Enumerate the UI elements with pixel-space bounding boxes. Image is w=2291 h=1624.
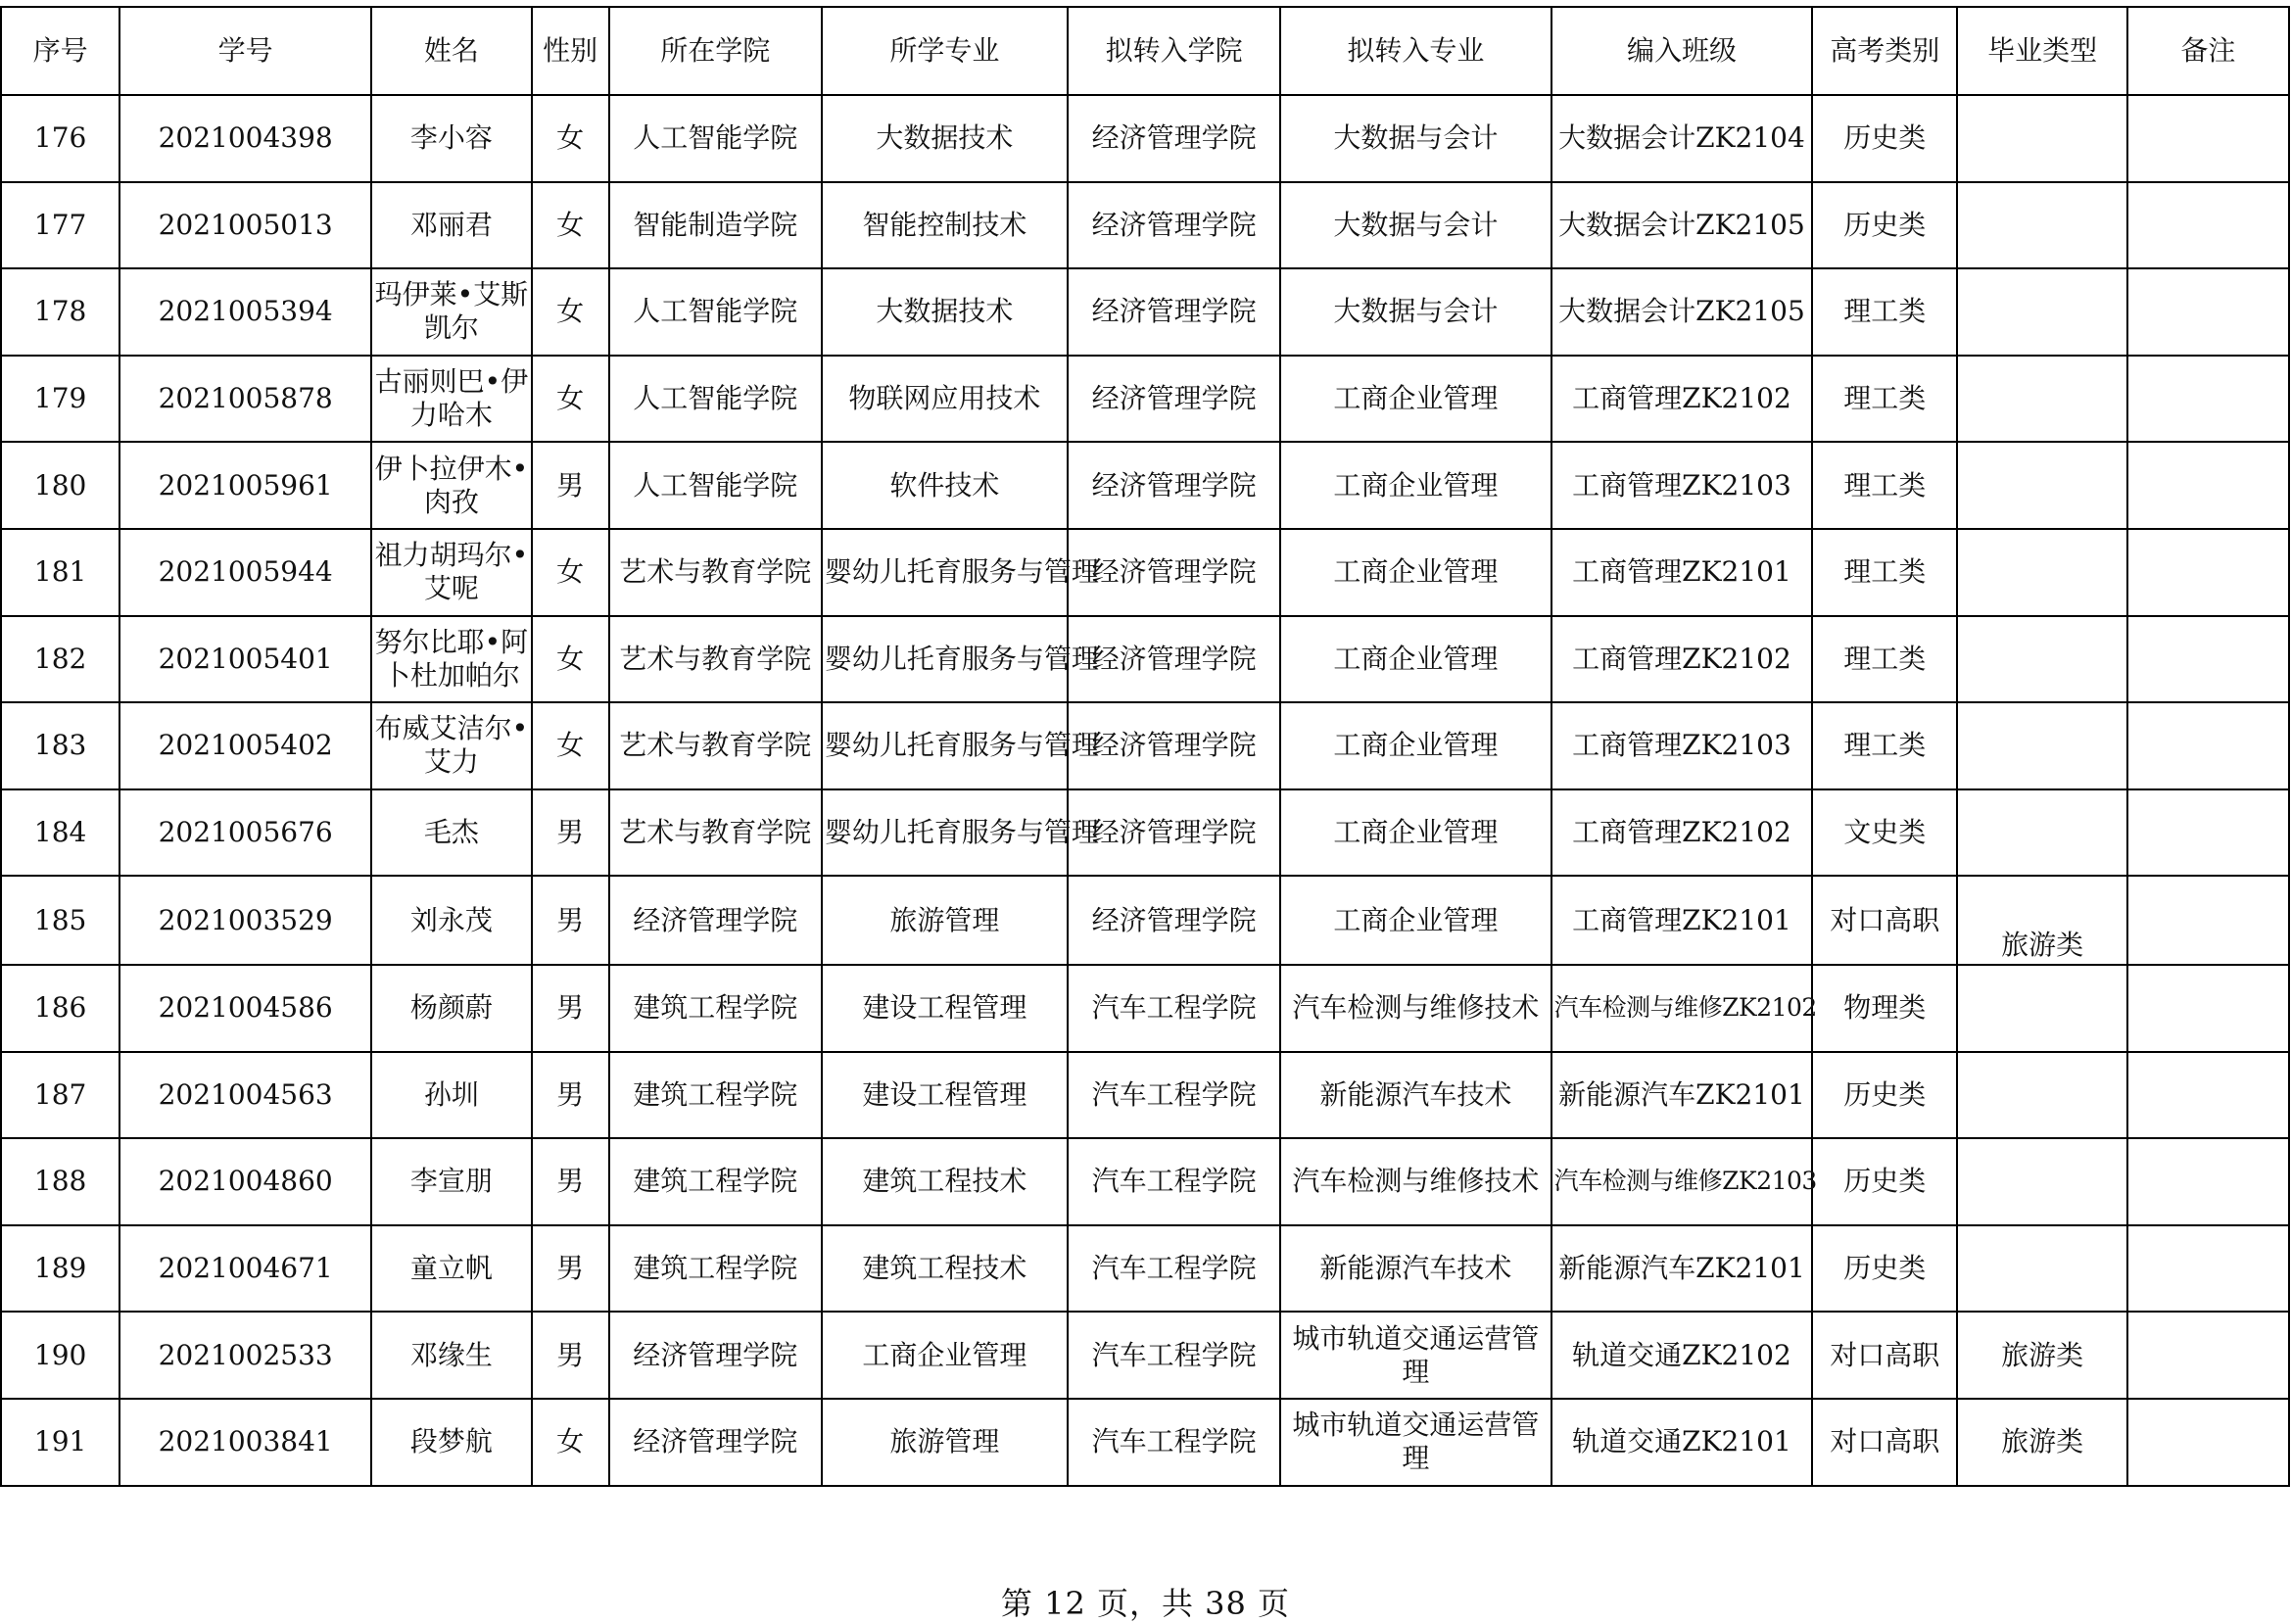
cell-graduation-type: 旅游类	[1957, 1399, 2127, 1486]
cell-name: 童立帆	[371, 1225, 532, 1313]
cell-current-major: 旅游管理	[822, 1399, 1068, 1486]
table-row	[1, 876, 2289, 965]
cell-seq: 176	[1, 95, 119, 182]
cell-gender: 男	[532, 876, 609, 965]
cell-target-college: 汽车工程学院	[1068, 1399, 1280, 1486]
header-graduation-type: 毕业类型	[1957, 7, 2127, 95]
cell-graduation-type	[1957, 965, 2127, 1052]
cell-target-major: 工商企业管理	[1280, 529, 1551, 616]
cell-assigned-class: 汽车检测与维修ZK2103	[1551, 1138, 1813, 1225]
cell-current-major: 婴幼儿托育服务与管理	[822, 789, 1068, 877]
cell-assigned-class: 新能源汽车ZK2101	[1551, 1225, 1813, 1313]
cell-current-major: 建筑工程技术	[822, 1138, 1068, 1225]
table-row	[1, 529, 2289, 616]
cell-student-id: 2021005961	[119, 442, 371, 529]
cell-target-college: 经济管理学院	[1068, 529, 1280, 616]
cell-target-college: 经济管理学院	[1068, 702, 1280, 789]
cell-exam-category: 对口高职	[1812, 876, 1957, 965]
cell-remarks	[2127, 702, 2289, 789]
cell-graduation-type	[1957, 268, 2127, 356]
cell-remarks	[2127, 442, 2289, 529]
cell-target-college: 汽车工程学院	[1068, 965, 1280, 1052]
cell-assigned-class: 工商管理ZK2102	[1551, 616, 1813, 703]
cell-target-college: 汽车工程学院	[1068, 1312, 1280, 1399]
cell-name: 祖力胡玛尔•艾呢	[371, 529, 532, 616]
header-seq: 序号	[1, 7, 119, 95]
cell-assigned-class: 工商管理ZK2103	[1551, 702, 1813, 789]
table-row	[1, 1399, 2289, 1486]
cell-name: 布威艾洁尔•艾力	[371, 702, 532, 789]
cell-target-college: 经济管理学院	[1068, 442, 1280, 529]
cell-student-id: 2021003841	[119, 1399, 371, 1486]
cell-name: 邓丽君	[371, 182, 532, 269]
cell-current-college: 人工智能学院	[609, 356, 822, 443]
cell-gender: 男	[532, 1138, 609, 1225]
cell-target-major: 工商企业管理	[1280, 616, 1551, 703]
cell-student-id: 2021003529	[119, 876, 371, 965]
cell-gender: 女	[532, 616, 609, 703]
cell-remarks	[2127, 616, 2289, 703]
cell-exam-category: 物理类	[1812, 965, 1957, 1052]
cell-current-major: 建筑工程技术	[822, 1225, 1068, 1313]
cell-current-major: 物联网应用技术	[822, 356, 1068, 443]
cell-graduation-type: 旅游类	[1957, 1312, 2127, 1399]
table-row	[1, 616, 2289, 703]
cell-current-major: 婴幼儿托育服务与管理	[822, 529, 1068, 616]
header-current-college: 所在学院	[609, 7, 822, 95]
cell-student-id: 2021004860	[119, 1138, 371, 1225]
table-row	[1, 268, 2289, 356]
cell-student-id: 2021005878	[119, 356, 371, 443]
cell-target-major: 新能源汽车技术	[1280, 1225, 1551, 1313]
cell-gender: 男	[532, 442, 609, 529]
cell-graduation-type	[1957, 442, 2127, 529]
cell-remarks	[2127, 1138, 2289, 1225]
cell-student-id: 2021005394	[119, 268, 371, 356]
cell-target-major: 新能源汽车技术	[1280, 1052, 1551, 1139]
cell-current-major: 大数据技术	[822, 95, 1068, 182]
cell-seq: 191	[1, 1399, 119, 1486]
transfer-students-table	[0, 6, 2290, 1487]
cell-current-college: 智能制造学院	[609, 182, 822, 269]
cell-assigned-class: 轨道交通ZK2102	[1551, 1312, 1813, 1399]
cell-target-major: 城市轨道交通运营管理	[1280, 1399, 1551, 1486]
table-header-row	[1, 7, 2289, 95]
cell-seq: 178	[1, 268, 119, 356]
cell-exam-category: 理工类	[1812, 529, 1957, 616]
cell-remarks	[2127, 268, 2289, 356]
header-name: 姓名	[371, 7, 532, 95]
cell-name: 努尔比耶•阿卜杜加帕尔	[371, 616, 532, 703]
cell-name: 孙圳	[371, 1052, 532, 1139]
cell-target-college: 汽车工程学院	[1068, 1052, 1280, 1139]
cell-assigned-class: 新能源汽车ZK2101	[1551, 1052, 1813, 1139]
cell-seq: 188	[1, 1138, 119, 1225]
cell-gender: 女	[532, 356, 609, 443]
cell-seq: 189	[1, 1225, 119, 1313]
cell-current-college: 经济管理学院	[609, 876, 822, 965]
cell-current-major: 工商企业管理	[822, 1312, 1068, 1399]
cell-target-major: 大数据与会计	[1280, 268, 1551, 356]
cell-target-college: 经济管理学院	[1068, 268, 1280, 356]
cell-current-major: 婴幼儿托育服务与管理	[822, 702, 1068, 789]
header-target-college: 拟转入学院	[1068, 7, 1280, 95]
cell-target-college: 经济管理学院	[1068, 616, 1280, 703]
cell-assigned-class: 汽车检测与维修ZK2102	[1551, 965, 1813, 1052]
cell-name: 段梦航	[371, 1399, 532, 1486]
cell-gender: 女	[532, 95, 609, 182]
cell-target-major: 工商企业管理	[1280, 789, 1551, 877]
cell-target-college: 经济管理学院	[1068, 95, 1280, 182]
cell-current-college: 艺术与教育学院	[609, 702, 822, 789]
cell-exam-category: 历史类	[1812, 1138, 1957, 1225]
header-exam-category: 高考类别	[1812, 7, 1957, 95]
cell-current-college: 人工智能学院	[609, 268, 822, 356]
cell-seq: 179	[1, 356, 119, 443]
table-row	[1, 965, 2289, 1052]
cell-remarks	[2127, 1052, 2289, 1139]
cell-graduation-type	[1957, 1225, 2127, 1313]
header-gender: 性别	[532, 7, 609, 95]
cell-graduation-type	[1957, 789, 2127, 877]
table-body	[1, 95, 2289, 1486]
cell-gender: 男	[532, 1225, 609, 1313]
cell-target-college: 经济管理学院	[1068, 876, 1280, 965]
cell-name: 毛杰	[371, 789, 532, 877]
cell-target-major: 城市轨道交通运营管理	[1280, 1312, 1551, 1399]
cell-graduation-type	[1957, 1052, 2127, 1139]
cell-gender: 女	[532, 529, 609, 616]
cell-current-major: 大数据技术	[822, 268, 1068, 356]
cell-exam-category: 文史类	[1812, 789, 1957, 877]
table-row	[1, 1225, 2289, 1313]
cell-target-college: 汽车工程学院	[1068, 1138, 1280, 1225]
cell-exam-category: 对口高职	[1812, 1312, 1957, 1399]
cell-assigned-class: 大数据会计ZK2105	[1551, 268, 1813, 356]
cell-remarks	[2127, 789, 2289, 877]
cell-assigned-class: 工商管理ZK2102	[1551, 789, 1813, 877]
cell-graduation-type	[1957, 529, 2127, 616]
cell-current-college: 建筑工程学院	[609, 1225, 822, 1313]
table-row	[1, 182, 2289, 269]
cell-exam-category: 理工类	[1812, 356, 1957, 443]
header-target-major: 拟转入专业	[1280, 7, 1551, 95]
cell-current-major: 智能控制技术	[822, 182, 1068, 269]
cell-seq: 181	[1, 529, 119, 616]
cell-gender: 女	[532, 268, 609, 356]
header-current-major: 所学专业	[822, 7, 1068, 95]
cell-gender: 女	[532, 1399, 609, 1486]
cell-current-college: 建筑工程学院	[609, 1052, 822, 1139]
header-remarks: 备注	[2127, 7, 2289, 95]
table-row	[1, 356, 2289, 443]
table-row	[1, 702, 2289, 789]
cell-exam-category: 理工类	[1812, 442, 1957, 529]
cell-student-id: 2021002533	[119, 1312, 371, 1399]
cell-exam-category: 理工类	[1812, 616, 1957, 703]
page-footer: 第 12 页，共 38 页	[1000, 1585, 1291, 1622]
cell-student-id: 2021004586	[119, 965, 371, 1052]
cell-gender: 男	[532, 1312, 609, 1399]
cell-seq: 190	[1, 1312, 119, 1399]
cell-current-major: 旅游管理	[822, 876, 1068, 965]
table-row	[1, 1138, 2289, 1225]
cell-graduation-type	[1957, 616, 2127, 703]
cell-remarks	[2127, 529, 2289, 616]
cell-seq: 183	[1, 702, 119, 789]
cell-target-major: 工商企业管理	[1280, 442, 1551, 529]
cell-target-major: 大数据与会计	[1280, 95, 1551, 182]
table-row	[1, 442, 2289, 529]
cell-student-id: 2021005013	[119, 182, 371, 269]
cell-name: 李小容	[371, 95, 532, 182]
cell-remarks	[2127, 965, 2289, 1052]
cell-seq: 177	[1, 182, 119, 269]
cell-student-id: 2021005944	[119, 529, 371, 616]
cell-exam-category: 历史类	[1812, 1052, 1957, 1139]
cell-target-college: 经济管理学院	[1068, 789, 1280, 877]
cell-assigned-class: 工商管理ZK2103	[1551, 442, 1813, 529]
cell-remarks	[2127, 356, 2289, 443]
cell-assigned-class: 工商管理ZK2101	[1551, 529, 1813, 616]
cell-assigned-class: 工商管理ZK2102	[1551, 356, 1813, 443]
cell-target-major: 工商企业管理	[1280, 356, 1551, 443]
cell-name: 古丽则巴•伊力哈木	[371, 356, 532, 443]
cell-remarks	[2127, 1399, 2289, 1486]
cell-graduation-type: 旅游类	[1957, 876, 2127, 965]
cell-exam-category: 历史类	[1812, 182, 1957, 269]
cell-seq: 187	[1, 1052, 119, 1139]
cell-target-major: 汽车检测与维修技术	[1280, 1138, 1551, 1225]
cell-seq: 180	[1, 442, 119, 529]
cell-exam-category: 理工类	[1812, 702, 1957, 789]
cell-student-id: 2021005402	[119, 702, 371, 789]
cell-graduation-type	[1957, 702, 2127, 789]
cell-remarks	[2127, 1312, 2289, 1399]
cell-assigned-class: 轨道交通ZK2101	[1551, 1399, 1813, 1486]
cell-target-major: 大数据与会计	[1280, 182, 1551, 269]
cell-current-college: 经济管理学院	[609, 1399, 822, 1486]
cell-graduation-type	[1957, 182, 2127, 269]
cell-assigned-class: 工商管理ZK2101	[1551, 876, 1813, 965]
cell-current-college: 建筑工程学院	[609, 965, 822, 1052]
cell-student-id: 2021005676	[119, 789, 371, 877]
cell-graduation-type	[1957, 95, 2127, 182]
cell-name: 玛伊莱•艾斯凯尔	[371, 268, 532, 356]
cell-current-college: 人工智能学院	[609, 442, 822, 529]
cell-exam-category: 历史类	[1812, 95, 1957, 182]
cell-current-major: 建设工程管理	[822, 965, 1068, 1052]
cell-current-college: 经济管理学院	[609, 1312, 822, 1399]
table-row	[1, 1052, 2289, 1139]
cell-target-major: 工商企业管理	[1280, 702, 1551, 789]
cell-gender: 男	[532, 789, 609, 877]
cell-current-college: 人工智能学院	[609, 95, 822, 182]
cell-current-college: 艺术与教育学院	[609, 789, 822, 877]
cell-target-college: 汽车工程学院	[1068, 1225, 1280, 1313]
cell-student-id: 2021005401	[119, 616, 371, 703]
table-row	[1, 789, 2289, 877]
cell-seq: 186	[1, 965, 119, 1052]
header-student-id: 学号	[119, 7, 371, 95]
table-row	[1, 1312, 2289, 1399]
cell-target-college: 经济管理学院	[1068, 182, 1280, 269]
cell-graduation-type	[1957, 356, 2127, 443]
cell-name: 刘永茂	[371, 876, 532, 965]
cell-remarks	[2127, 95, 2289, 182]
cell-current-major: 软件技术	[822, 442, 1068, 529]
cell-name: 李宣朋	[371, 1138, 532, 1225]
cell-gender: 女	[532, 702, 609, 789]
cell-exam-category: 对口高职	[1812, 1399, 1957, 1486]
cell-current-major: 建设工程管理	[822, 1052, 1068, 1139]
cell-student-id: 2021004563	[119, 1052, 371, 1139]
cell-remarks	[2127, 1225, 2289, 1313]
cell-target-college: 经济管理学院	[1068, 356, 1280, 443]
cell-current-college: 艺术与教育学院	[609, 529, 822, 616]
cell-current-college: 艺术与教育学院	[609, 616, 822, 703]
cell-assigned-class: 大数据会计ZK2105	[1551, 182, 1813, 269]
cell-student-id: 2021004671	[119, 1225, 371, 1313]
cell-current-college: 建筑工程学院	[609, 1138, 822, 1225]
cell-target-major: 工商企业管理	[1280, 876, 1551, 965]
header-assigned-class: 编入班级	[1551, 7, 1813, 95]
cell-assigned-class: 大数据会计ZK2104	[1551, 95, 1813, 182]
cell-graduation-type	[1957, 1138, 2127, 1225]
cell-seq: 182	[1, 616, 119, 703]
cell-seq: 184	[1, 789, 119, 877]
cell-name: 邓缘生	[371, 1312, 532, 1399]
cell-remarks	[2127, 876, 2289, 965]
cell-exam-category: 历史类	[1812, 1225, 1957, 1313]
cell-gender: 男	[532, 1052, 609, 1139]
cell-exam-category: 理工类	[1812, 268, 1957, 356]
cell-gender: 男	[532, 965, 609, 1052]
table-row	[1, 95, 2289, 182]
cell-seq: 185	[1, 876, 119, 965]
cell-target-major: 汽车检测与维修技术	[1280, 965, 1551, 1052]
cell-student-id: 2021004398	[119, 95, 371, 182]
cell-current-major: 婴幼儿托育服务与管理	[822, 616, 1068, 703]
cell-remarks	[2127, 182, 2289, 269]
cell-gender: 女	[532, 182, 609, 269]
cell-name: 杨颜蔚	[371, 965, 532, 1052]
cell-name: 伊卜拉伊木•肉孜	[371, 442, 532, 529]
